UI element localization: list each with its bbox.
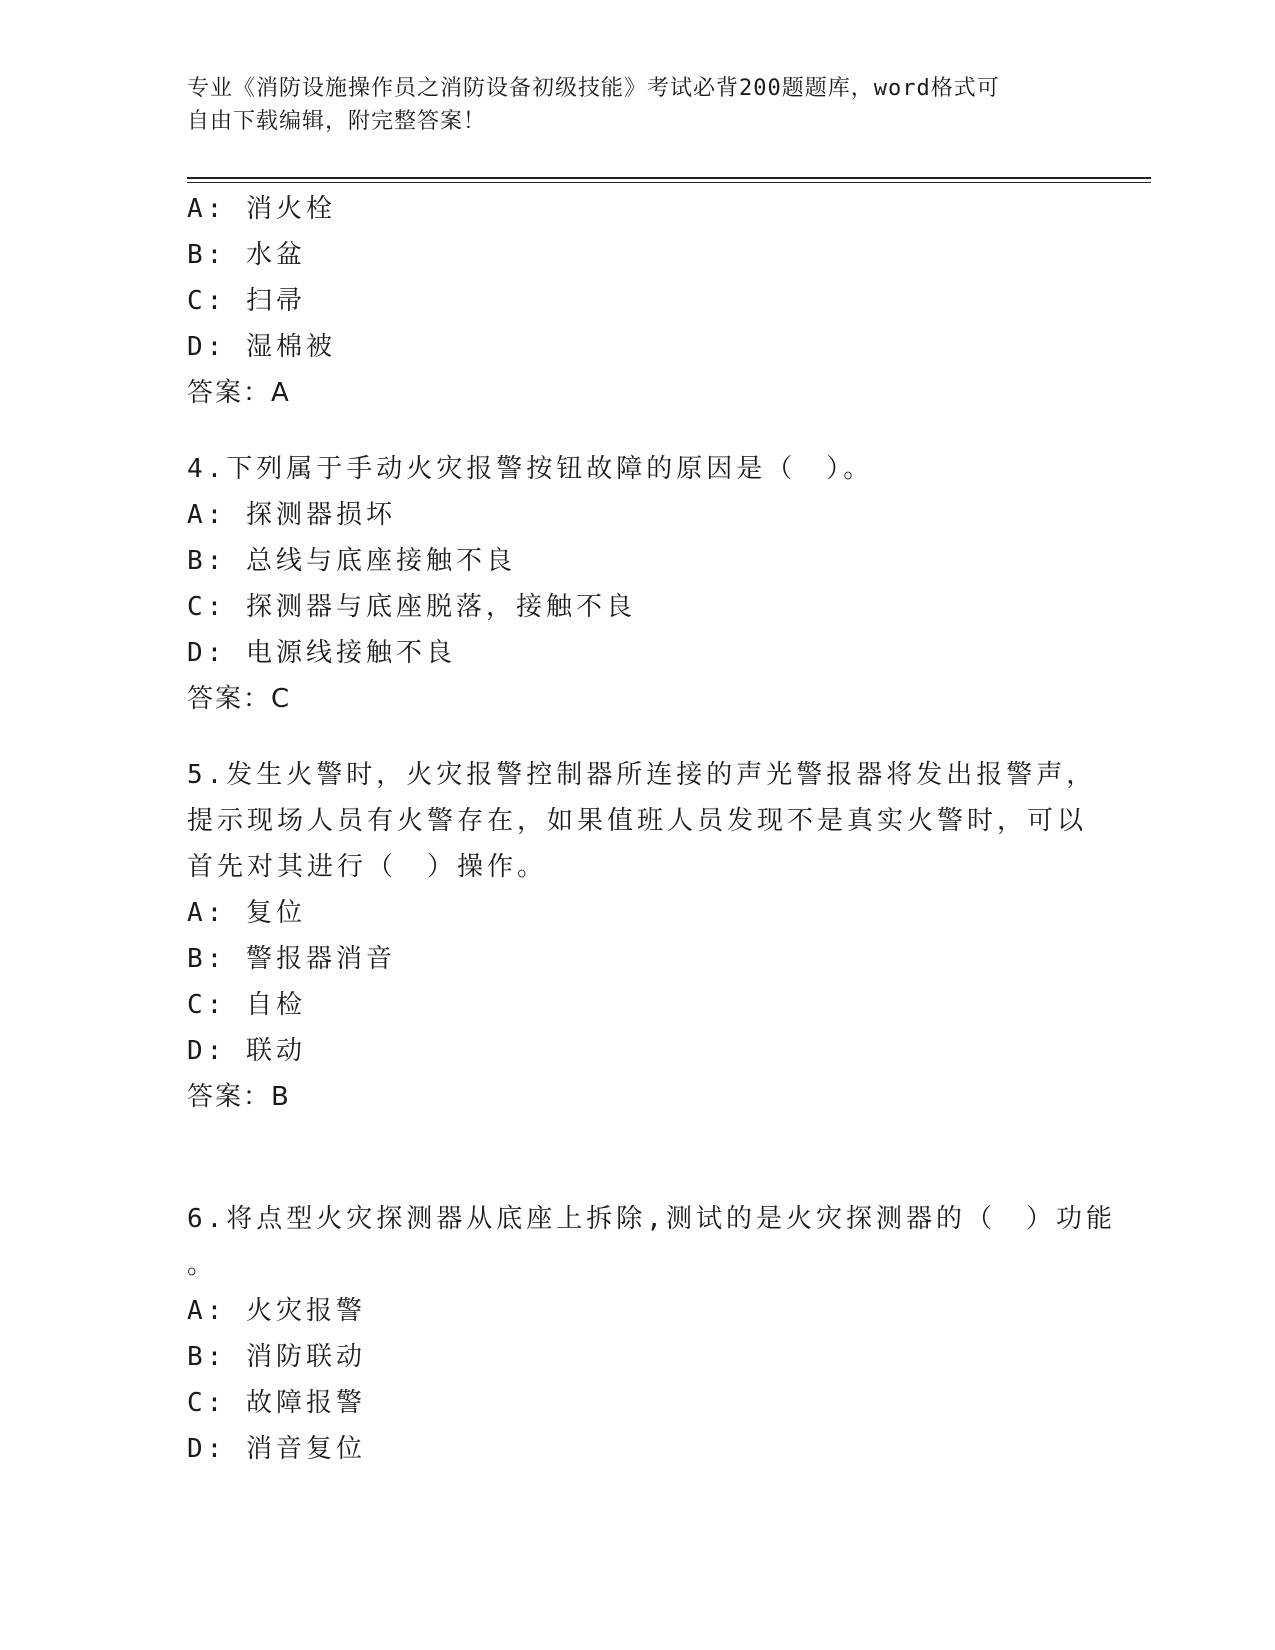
document-header [187, 72, 1087, 138]
question-stem-line-2: 提示现场人员有火警存在，如果值班人员发现不是真实火警时，可以 [187, 806, 1088, 836]
header-line-2: 自由下载编辑，附完整答案！ [187, 109, 487, 134]
option-b: B: 总线与底座接触不良 [187, 546, 516, 576]
question-stem-line-1: 6.将点型火灾探测器从底座上拆除,测试的是火灾探测器的（ ）功能 [187, 1204, 1116, 1234]
question-3 [187, 186, 1137, 416]
option-a: A: 探测器损坏 [187, 500, 396, 530]
option-c: C: 故障报警 [187, 1388, 366, 1418]
option-c: C: 探测器与底座脱落，接触不良 [187, 592, 636, 622]
question-4 [187, 446, 1137, 722]
question-5 [187, 752, 1137, 1120]
option-b: B: 消防联动 [187, 1342, 366, 1372]
option-d: D: 联动 [187, 1036, 306, 1066]
question-6 [187, 1196, 1137, 1472]
answer: 答案：C [187, 684, 292, 714]
option-a: A: 火灾报警 [187, 1296, 366, 1326]
option-a: A: 消火栓 [187, 194, 336, 224]
answer: 答案：B [187, 1082, 291, 1112]
answer: 答案：A [187, 378, 291, 408]
option-a: A: 复位 [187, 898, 306, 928]
question-stem: 4.下列属于手动火灾报警按钮故障的原因是（ ）。 [187, 454, 874, 484]
question-stem-line-1: 5.发生火警时，火灾报警控制器所连接的声光警报器将发出报警声， [187, 760, 1097, 790]
option-d: D: 消音复位 [187, 1434, 366, 1464]
question-stem-line-2: 。 [187, 1250, 218, 1280]
option-b: B: 警报器消音 [187, 944, 396, 974]
header-rule-thick [187, 177, 1151, 179]
header-rule-thin [187, 182, 1151, 183]
option-b: B: 水盆 [187, 240, 306, 270]
option-d: D: 湿棉被 [187, 332, 336, 362]
header-line-1: 专业《消防设施操作员之消防设备初级技能》考试必背200题题库，word格式可 [187, 76, 1000, 101]
option-c: C: 自检 [187, 990, 306, 1020]
question-stem-line-3: 首先对其进行（ ）操作。 [187, 852, 548, 882]
option-d: D: 电源线接触不良 [187, 638, 456, 668]
option-c: C: 扫帚 [187, 286, 306, 316]
